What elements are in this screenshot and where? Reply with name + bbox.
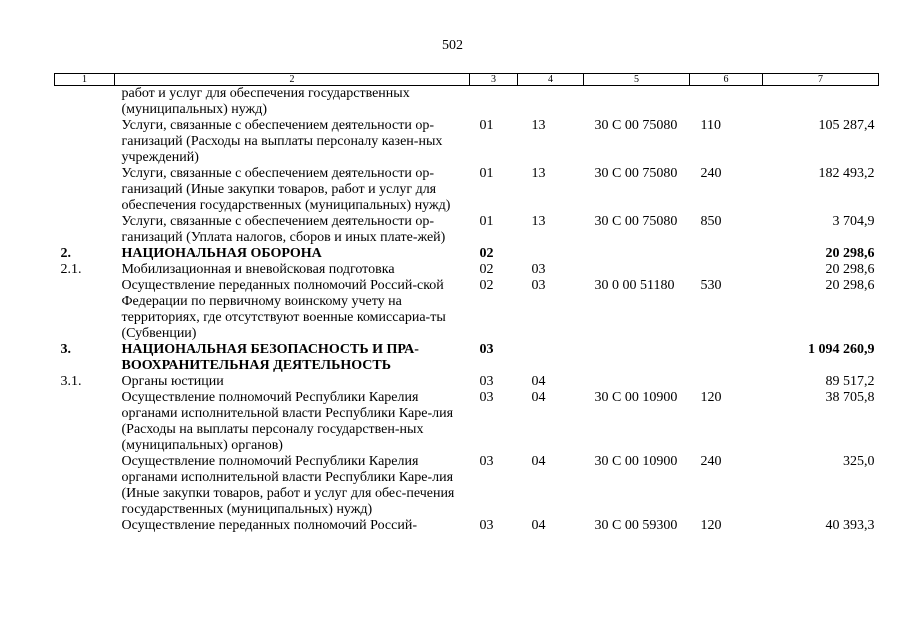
row-target-code [584,342,690,374]
table-body [55,86,879,535]
row-subsection [518,246,584,262]
row-number [55,86,115,119]
table-row [55,278,879,342]
row-expense-type: 240 [700,166,722,181]
row-target-code: 30 0 00 51180 [594,278,675,293]
row-expense-type: 850 [700,214,722,229]
row-amount: 325,0 [843,454,875,469]
table-row [55,214,879,246]
row-section: 03 [479,342,494,357]
row-number [55,118,115,166]
row-target-code [584,246,690,262]
row-target-code: 30 С 00 75080 [594,214,678,229]
row-name: Услуги, связанные с обеспечением деятельности ор-ганизаций (Иные закупки товаров, работ и услуг для обеспечения государственных (муниципальных) нужд) [121,166,451,213]
row-number: 3. [60,342,71,357]
row-expense-type: 530 [700,278,722,293]
row-subsection: 13 [531,214,546,229]
table-row [55,166,879,214]
row-amount: 40 393,3 [825,518,875,533]
row-number [55,166,115,214]
row-name: Осуществление переданных полномочий Россий- [121,518,418,533]
row-amount: 1 094 260,9 [808,342,875,357]
row-amount: 20 298,6 [825,246,875,261]
row-subsection: 03 [531,278,546,293]
table-row [55,454,879,518]
row-name: Органы юстиции [121,374,224,389]
row-section: 01 [479,166,494,181]
row-subsection: 13 [531,166,546,181]
row-number [55,454,115,518]
row-name: НАЦИОНАЛЬНАЯ БЕЗОПАСНОСТЬ И ПРА-ВООХРАНИТЕЛЬНАЯ ДЕЯТЕЛЬНОСТЬ [121,342,419,373]
table-row [55,518,879,534]
column-header: 1 [55,74,115,86]
row-number: 3.1. [60,374,82,389]
row-expense-type: 120 [700,390,722,405]
row-amount: 20 298,6 [825,278,875,293]
column-header: 5 [584,74,690,86]
row-name: Осуществление переданных полномочий Россий-ской Федерации по первичному воинскому учету на территориях, где отсутствуют военные комиссариа-ты (Субвенции) [121,278,446,341]
row-section: 03 [479,390,494,405]
row-name: работ и услуг для обеспечения государственных (муниципальных) нужд) [121,86,410,117]
column-header: 3 [470,74,518,86]
row-subsection [518,86,584,119]
column-header: 2 [115,74,470,86]
row-section: 01 [479,118,494,133]
row-target-code: 30 С 00 10900 [594,454,678,469]
row-expense-type: 240 [700,454,722,469]
table-row [55,86,879,119]
row-section [470,86,518,119]
row-subsection: 04 [531,518,546,533]
row-number: 2. [60,246,71,261]
row-target-code: 30 С 00 75080 [594,118,678,133]
table-row [55,246,879,262]
row-section: 02 [479,278,494,293]
table-row [55,374,879,390]
row-number [55,214,115,246]
row-section: 01 [479,214,494,229]
row-number [55,278,115,342]
row-amount: 38 705,8 [825,390,875,405]
row-expense-type [690,262,763,278]
row-subsection: 03 [531,262,546,277]
budget-table [54,73,879,534]
row-target-code: 30 С 00 59300 [594,518,678,533]
row-name: Осуществление полномочий Республики Карелия органами исполнительной власти Республики Каре-лия (Иные закупки товаров, работ и услуг для обес-печения государственных (муниципальных) нужд) [121,454,455,517]
row-expense-type: 120 [700,518,722,533]
row-target-code [584,262,690,278]
table-row [55,118,879,166]
row-section: 02 [479,246,494,261]
row-target-code: 30 С 00 75080 [594,166,678,181]
row-number: 2.1. [60,262,82,277]
row-amount: 3 704,9 [832,214,875,229]
row-amount: 89 517,2 [825,374,875,389]
column-number-row [55,74,879,86]
row-subsection: 13 [531,118,546,133]
row-section: 02 [479,262,494,277]
row-name: Услуги, связанные с обеспечением деятельности ор-ганизаций (Уплата налогов, сборов и иных плате-жей) [121,214,446,245]
column-header: 6 [690,74,763,86]
row-target-code [584,374,690,390]
row-name: Мобилизационная и вневойсковая подготовка [121,262,395,277]
row-amount: 20 298,6 [825,262,875,277]
row-name: Услуги, связанные с обеспечением деятельности ор-ганизаций (Расходы на выплаты персоналу казен-ных учреждений) [121,118,443,165]
row-subsection [518,342,584,374]
row-section: 03 [479,374,494,389]
row-expense-type [690,246,763,262]
row-subsection: 04 [531,454,546,469]
row-expense-type [690,86,763,119]
row-number [55,390,115,454]
row-number [55,518,115,534]
row-expense-type: 110 [700,118,721,133]
column-header: 4 [518,74,584,86]
row-section: 03 [479,454,494,469]
row-amount: 182 493,2 [818,166,875,181]
column-header: 7 [763,74,879,86]
row-amount: 105 287,4 [818,118,875,133]
row-target-code [584,86,690,119]
row-expense-type [690,374,763,390]
row-amount [763,86,879,119]
row-name: НАЦИОНАЛЬНАЯ ОБОРОНА [121,246,322,261]
table-row [55,342,879,374]
row-expense-type [690,342,763,374]
row-subsection: 04 [531,374,546,389]
row-target-code: 30 С 00 10900 [594,390,678,405]
page-number: 502 [442,38,463,53]
row-section: 03 [479,518,494,533]
row-subsection: 04 [531,390,546,405]
row-name: Осуществление полномочий Республики Карелия органами исполнительной власти Республики Каре-лия (Расходы на выплаты персоналу государствен-ных (муниципальных) органов) [121,390,454,453]
table-row [55,390,879,454]
table-row [55,262,879,278]
